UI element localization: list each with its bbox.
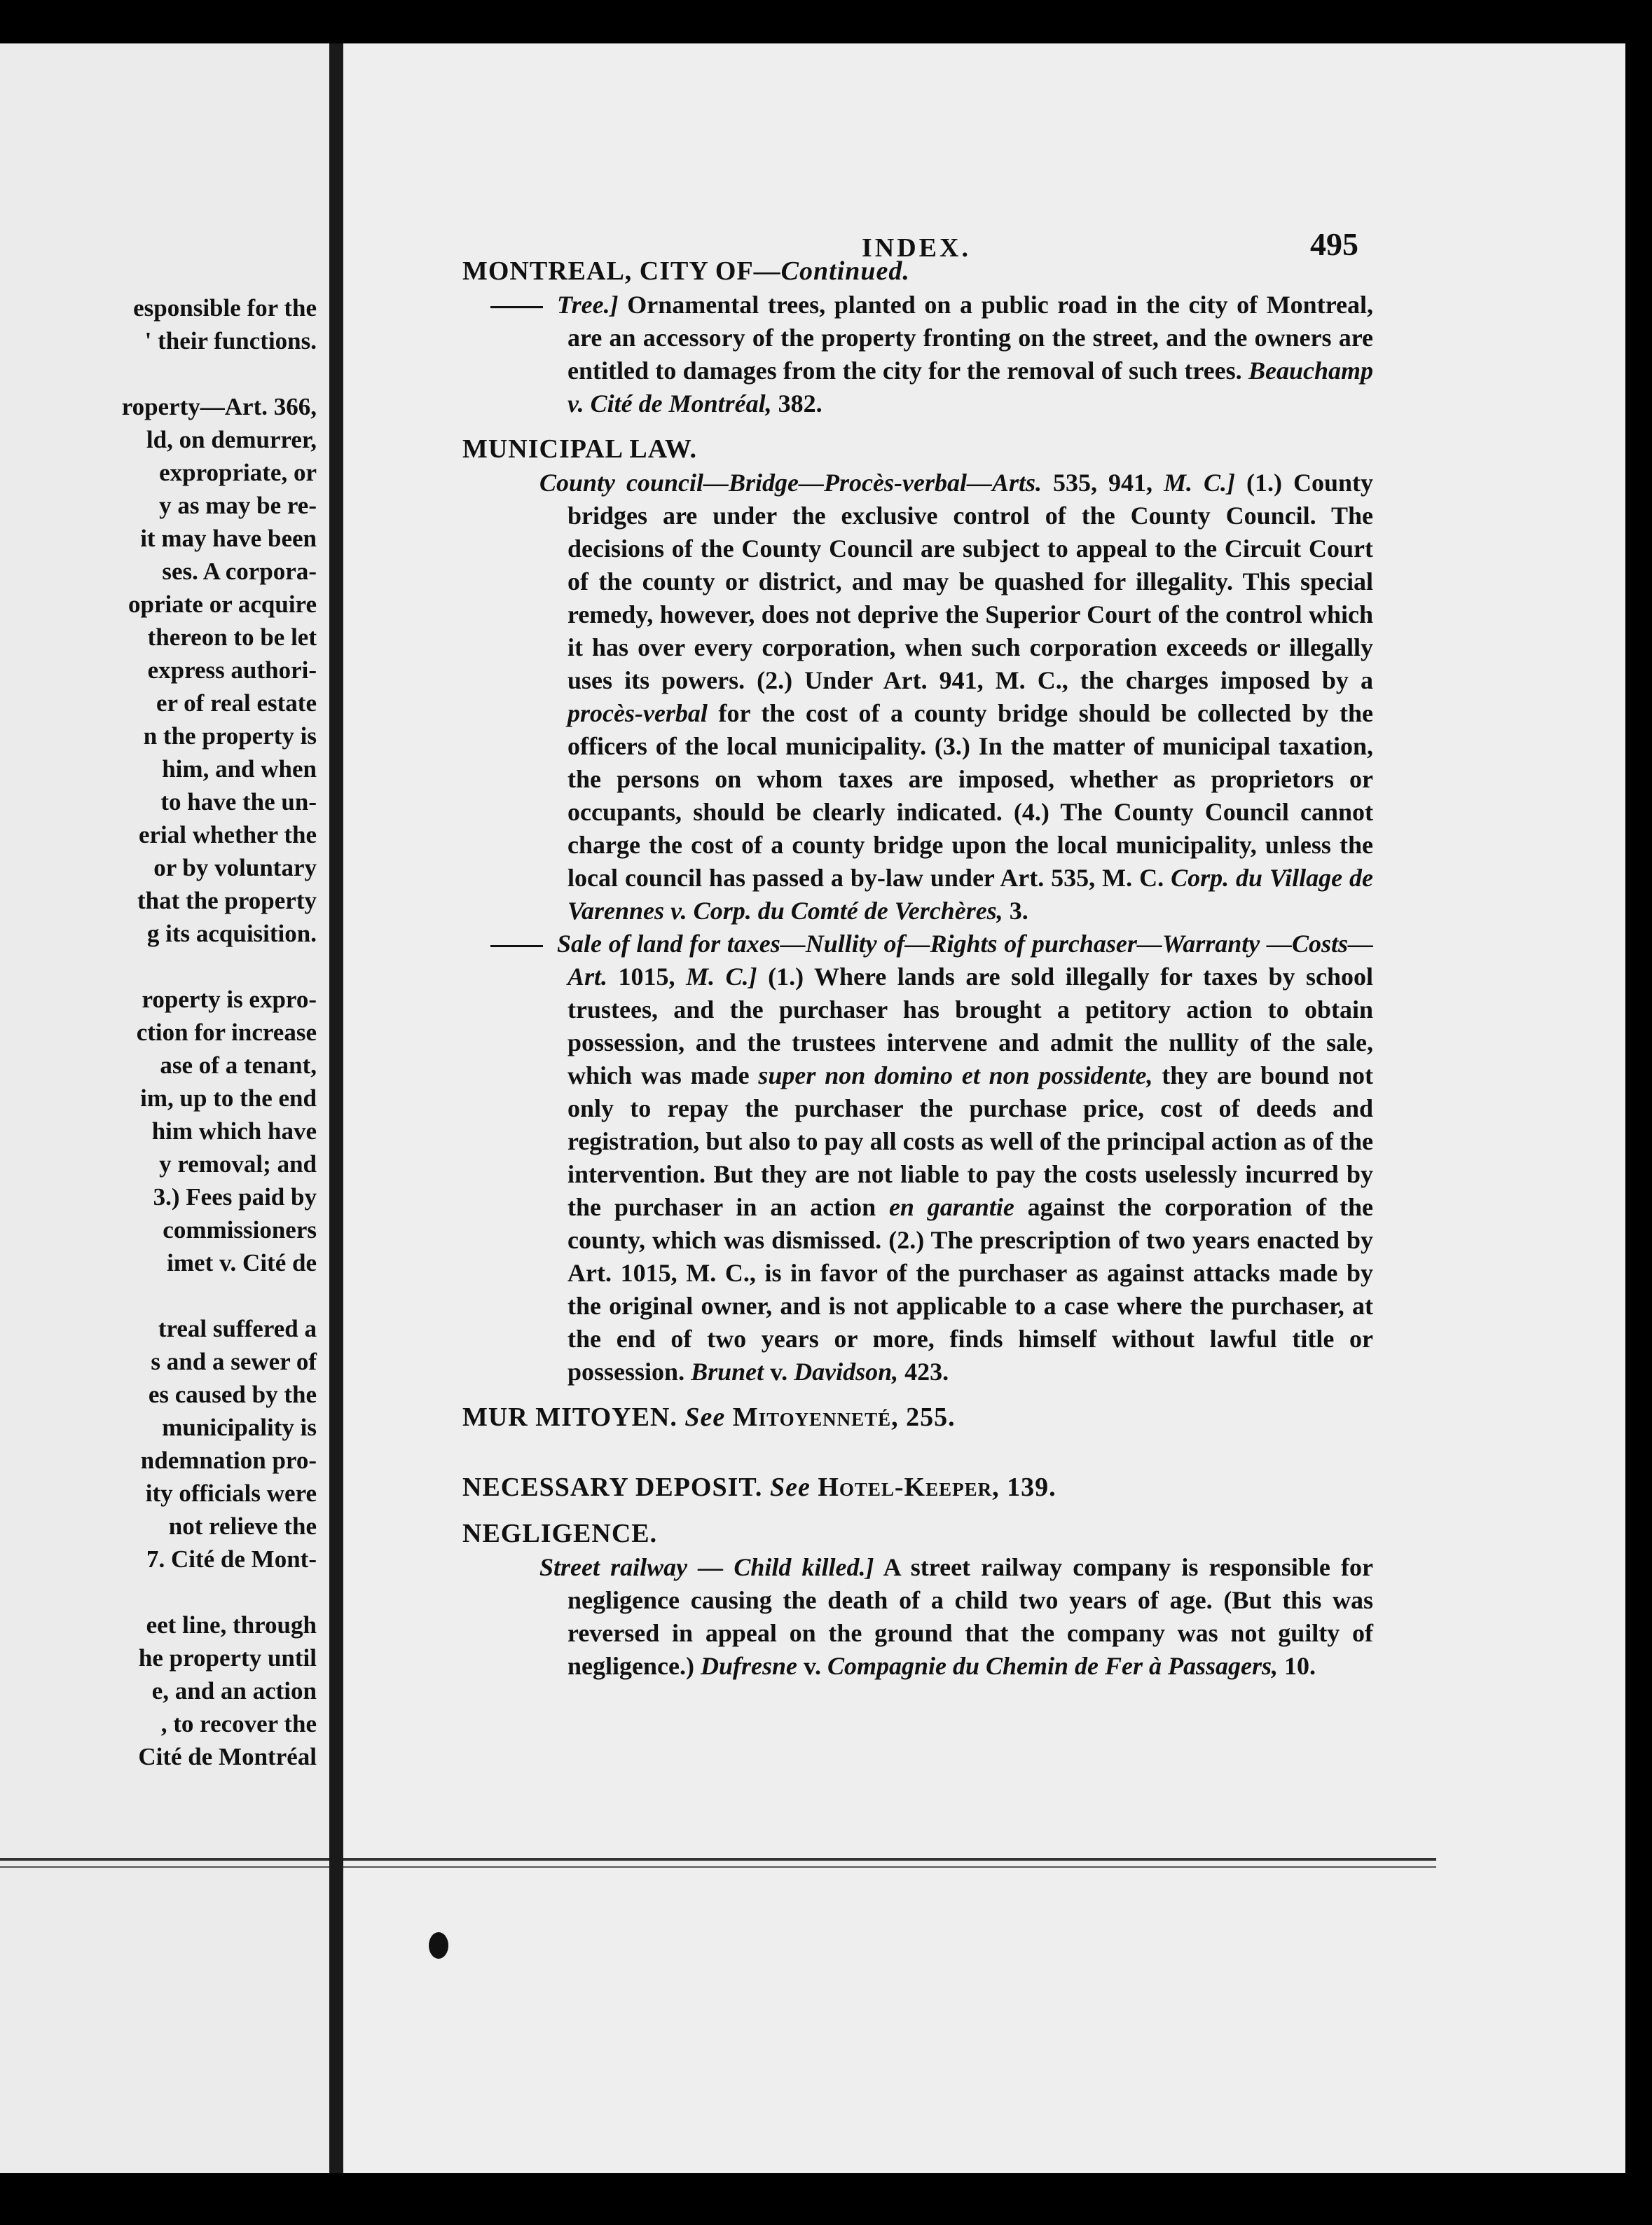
left-page-line: commissioners	[163, 1216, 317, 1244]
left-page-line: he property until	[138, 1644, 317, 1672]
left-page-line: opriate or acquire	[128, 591, 317, 618]
left-page-line: ' their functions.	[144, 327, 317, 354]
left-page-line: ction for increase	[136, 1019, 317, 1046]
left-page-line: e, and an action	[151, 1677, 317, 1704]
heading-mur-mitoyen: MUR MITOYEN. See Mitoyenneté, 255.	[462, 1403, 956, 1432]
left-page-line: thereon to be let	[147, 624, 317, 651]
left-page-line: treal suffered a	[158, 1315, 317, 1342]
left-page-line: ld, on demurrer,	[146, 426, 317, 453]
left-page-line: s and a sewer of	[151, 1348, 317, 1375]
page-number: 495	[1310, 226, 1358, 262]
left-page-line: esponsible for the	[133, 294, 317, 322]
left-page-line: 3.) Fees paid by	[153, 1183, 317, 1211]
left-page-line: n the property is	[143, 722, 317, 750]
heading-negligence: NEGLIGENCE.	[462, 1519, 658, 1548]
left-page-line: municipality is	[162, 1414, 317, 1441]
left-page-line: ses. A corpora-	[162, 558, 317, 585]
entry-street-railway: Street railway — Child killed.] A street railway company is responsible for negligence causing the death of a child two years of age. (But this was reversed in appeal on the ground that the company was not guilty of negligence.) Dufresne v. Compagnie du Chemin de Fer à Passagers, 10.	[539, 1553, 1373, 1680]
left-page-line: him which have	[151, 1117, 317, 1145]
left-page-line: him, and when	[162, 755, 317, 783]
left-page-line: , to recover the	[160, 1710, 317, 1737]
left-page-line: 7. Cité de Mont-	[146, 1545, 317, 1573]
left-page-line: not relieve the	[168, 1513, 317, 1540]
heading-necessary-deposit: NECESSARY DEPOSIT. See Hotel-Keeper, 139.	[462, 1473, 1056, 1502]
left-page-line: that the property	[137, 887, 317, 914]
left-page-line: it may have been	[140, 525, 317, 552]
left-page-line: Cité de Montréal	[138, 1743, 317, 1770]
left-page-rule	[0, 1858, 329, 1861]
index-content	[462, 254, 1373, 1683]
left-page-line: y removal; and	[159, 1150, 317, 1178]
book-gutter	[329, 43, 343, 2173]
heading-municipal-law: MUNICIPAL LAW.	[462, 434, 697, 464]
left-page-text	[0, 291, 317, 1773]
left-page-line: imet v. Cité de	[167, 1249, 317, 1276]
left-page-line	[0, 357, 317, 390]
left-page-line: er of real estate	[156, 689, 317, 717]
ink-blot	[429, 1932, 448, 1959]
left-page-line: ity officials were	[145, 1480, 317, 1507]
left-page-line: roperty is expro-	[142, 986, 317, 1013]
left-page-line: eet line, through	[146, 1611, 317, 1639]
entry-county-council: County council—Bridge—Procès-verbal—Arts. 535, 941, M. C.] (1.) County bridges are under the exclusive control of the County Council. The decisions of the County Council are subject to appeal to the Circuit Court of the county or district, and may be quashed for illegality. This special remedy, however, does not deprive the Superior Court of the control which it has over every corporation, when such corporation exceeds or illegally uses its powers. (2.) Under Art. 941, M. C., the charges imposed by a procès-verbal for the cost of a county bridge should be collected by the officers of the local municipality. (3.) In the matter of municipal taxation, the persons on whom taxes are imposed, whether as proprietors or occupants, should be clearly indicated. (4.) The County Council cannot charge the cost of a county bridge upon the local municipality, unless the local council has passed a by-law under Art. 535, M. C. Corp. du Village de Varennes v. Corp. du Comté de Verchères, 3.	[539, 469, 1374, 925]
right-page	[343, 43, 1625, 2173]
entry-sale-of-land: Sale of land for taxes—Nullity of—Rights of purchaser—Warranty —Costs—Art. 1015, M. C.] (1.) Where lands are sold illegally for taxes by school trustees, and the purchaser has brought a petitory action to obtain possession, and the trustees intervene and admit the nullity of the sale, which was made super non domino et non possidente, they are bound not only to repay the purchaser the purchase price, cost of deeds and registration, but also to pay all costs as well of the principal action as of the intervention. But they are not liable to pay the costs uselessly incurred by the purchaser in an action en garantie against the corporation of the county, which was dismissed. (2.) The prescription of two years enacted by Art. 1015, M. C., is in favor of the purchaser as against attacks made by the original owner, and is not applicable to a case where the purchaser, at the end of two years or more, finds himself without lawful title or possession. Brunet v. Davidson, 423.	[567, 928, 1373, 1389]
left-page-line	[0, 950, 317, 983]
left-page-line: ndemnation pro-	[140, 1447, 317, 1474]
left-page-line: to have the un-	[160, 788, 317, 815]
running-header	[343, 191, 1436, 263]
bottom-rule	[343, 1858, 1436, 1861]
heading-montreal: MONTREAL, CITY OF—Continued.	[462, 256, 910, 286]
left-page-line: y as may be re-	[159, 492, 317, 519]
left-page-line: expropriate, or	[159, 459, 317, 486]
entry-montreal-tree: Tree.] Ornamental trees, planted on a public road in the city of Montreal, are an accessory of the property fronting on the street, and the owners are entitled to damages from the city for the removal of such trees. Beauchamp v. Cité de Montréal, 382.	[567, 289, 1373, 420]
left-page-line: ase of a tenant,	[160, 1052, 317, 1079]
left-page-line: im, up to the end	[140, 1084, 317, 1112]
left-page-line: express authori-	[147, 656, 317, 684]
left-page-line	[0, 1279, 317, 1312]
bottom-rule-thin	[343, 1866, 1436, 1868]
left-page-line: erial whether the	[138, 821, 317, 848]
left-page-rule-thin	[0, 1866, 329, 1868]
left-page-line: g its acquisition.	[146, 920, 317, 947]
left-page-line: or by voluntary	[153, 854, 317, 881]
running-title: INDEX.	[862, 233, 971, 263]
left-page-line: roperty—Art. 366,	[121, 393, 317, 420]
left-page	[0, 43, 329, 2173]
left-page-line	[0, 1576, 317, 1609]
left-page-line: es caused by the	[148, 1381, 317, 1408]
